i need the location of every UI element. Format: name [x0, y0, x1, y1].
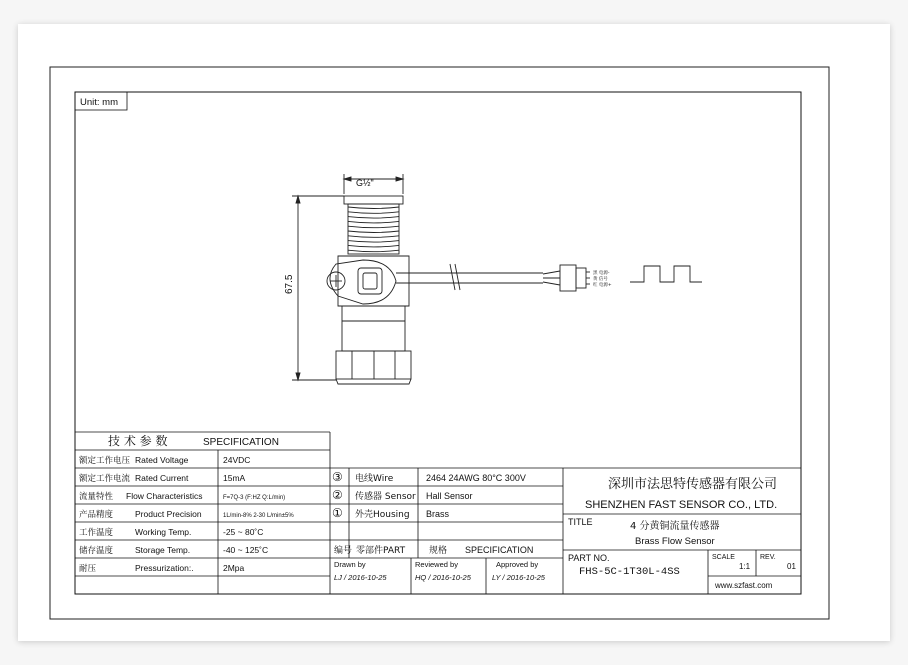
approved-label: Approved by — [496, 560, 539, 569]
parts-header-num: 编号 — [334, 546, 353, 556]
spec-row-cn: 耐压 — [79, 564, 97, 574]
parts-rows — [332, 470, 526, 520]
thread-label: G½" — [356, 178, 374, 188]
thread-ridge — [348, 226, 399, 228]
main-body — [338, 256, 409, 306]
sensor-module — [358, 268, 382, 294]
spec-row-en: Pressurization:. — [135, 563, 194, 573]
cable-break-2 — [455, 264, 460, 290]
spec-row-value: -40 ~ 125˚C — [223, 545, 269, 555]
thread-ridge — [348, 217, 399, 219]
technical-drawing — [18, 24, 890, 641]
title-cn: 4 分黄铜流量传感器 — [630, 521, 720, 532]
spec-row-value: F=7Q-3 (F:HZ Q:L/min) — [223, 495, 286, 501]
scale-label: SCALE — [712, 554, 735, 561]
thread-ridges — [348, 207, 399, 252]
wire-label-3: 红 电源+ — [593, 283, 612, 288]
connector-body — [560, 265, 576, 291]
spec-row-en: Working Temp. — [135, 527, 192, 537]
thread-ridge — [348, 212, 399, 214]
title-label: TITLE — [568, 517, 593, 527]
reviewed-label: Reviewed by — [415, 560, 458, 569]
drawn-value: LJ / 2016-10-25 — [334, 573, 387, 582]
rev-label: REV. — [760, 554, 776, 561]
company-name-cn: 深圳市法思特传感器有限公司 — [608, 477, 778, 492]
spec-row-cn: 储存温度 — [79, 546, 114, 556]
spec-row-value: 24VDC — [223, 455, 251, 465]
sensor-chip — [363, 273, 377, 289]
parts-row-spec: 2464 24AWG 80°C 300V — [426, 473, 526, 483]
parts-header-part: 零部件PART — [356, 546, 406, 556]
drawing-sheet — [18, 24, 890, 641]
cable-break-1 — [450, 264, 455, 290]
spec-row-cn: 工作温度 — [79, 528, 114, 538]
hex-nut-bottom — [336, 379, 411, 384]
thread-ridge — [348, 236, 399, 238]
thread-ridge — [348, 241, 399, 243]
height-dim-label: 67.5 — [284, 274, 295, 294]
parts-row-part: 传感器 Sensor — [355, 492, 416, 502]
thread-ridge — [348, 245, 399, 247]
reviewed-value: HQ / 2016-10-25 — [415, 573, 471, 582]
height-arrow-bottom — [296, 373, 300, 380]
spec-row-cn: 流量特性 — [79, 492, 114, 502]
thread-ridge — [348, 207, 399, 209]
spec-row-en: Product Precision — [135, 509, 202, 519]
spec-row-cn: 产品精度 — [79, 510, 114, 520]
height-arrow-top — [296, 196, 300, 203]
spec-row-cn: 额定工作电压 — [79, 456, 131, 466]
spec-title-cn: 技 术 参 数 — [108, 434, 168, 448]
parts-row-spec: Brass — [426, 509, 450, 519]
parts-row-num: ② — [332, 488, 343, 502]
spec-row-value: 2Mpa — [223, 563, 245, 573]
company-name-en: SHENZHEN FAST SENSOR CO., LTD. — [585, 499, 778, 511]
thread-ridge — [348, 221, 399, 223]
partno-value: FHS-5C-1T30L-4SS — [579, 566, 680, 578]
parts-row-spec: Hall Sensor — [426, 491, 473, 501]
spec-row-value: -25 ~ 80˚C — [223, 527, 264, 537]
partno-label: PART NO. — [568, 553, 610, 563]
spec-rows — [79, 455, 294, 574]
hex-nut — [336, 351, 411, 379]
parts-row-num: ① — [332, 506, 343, 520]
parts-row-num: ③ — [332, 470, 343, 484]
title-en: Brass Flow Sensor — [635, 536, 715, 547]
wire-label-2: 黄 信号 — [593, 277, 608, 282]
drawn-label: Drawn by — [334, 560, 366, 569]
spec-row-value: 1L/min-8% 2-30 L/min±5% — [223, 513, 294, 519]
wire-3 — [543, 282, 560, 285]
pulse-waveform — [630, 266, 702, 282]
connector-tip — [576, 268, 586, 288]
spec-title-en: SPECIFICATION — [203, 437, 279, 448]
thread-ridge — [348, 231, 399, 233]
sensor-drawing — [292, 174, 702, 384]
thread-arrow-right — [396, 177, 403, 181]
spec-row-en: Rated Current — [135, 473, 189, 483]
spec-row-cn: 额定工作电流 — [79, 474, 131, 484]
website: www.szfast.com — [715, 581, 773, 590]
parts-row-part: 外壳Housing — [355, 510, 410, 520]
spec-row-value: 15mA — [223, 473, 246, 483]
wire-label-1: 黑 电源- — [593, 271, 610, 276]
spec-row-en: Storage Temp. — [135, 545, 191, 555]
scale-value: 1:1 — [739, 562, 751, 571]
rev-value: 01 — [787, 562, 796, 571]
approved-value: LY / 2016-10-25 — [492, 573, 545, 582]
parts-header-spec-cn: 规格 — [429, 546, 448, 556]
unit-label: Unit: mm — [80, 97, 118, 108]
parts-header-spec-en: SPECIFICATION — [465, 545, 534, 555]
wire-1 — [543, 271, 560, 274]
spec-row-en: Rated Voltage — [135, 455, 189, 465]
parts-row-part: 电线Wire — [355, 474, 394, 484]
lower-body — [342, 306, 405, 351]
spec-row-en: Flow Characteristics — [126, 491, 203, 501]
thread-arrow-left — [344, 177, 351, 181]
thread-ridge — [348, 250, 399, 252]
thread-top-cap — [344, 196, 403, 204]
